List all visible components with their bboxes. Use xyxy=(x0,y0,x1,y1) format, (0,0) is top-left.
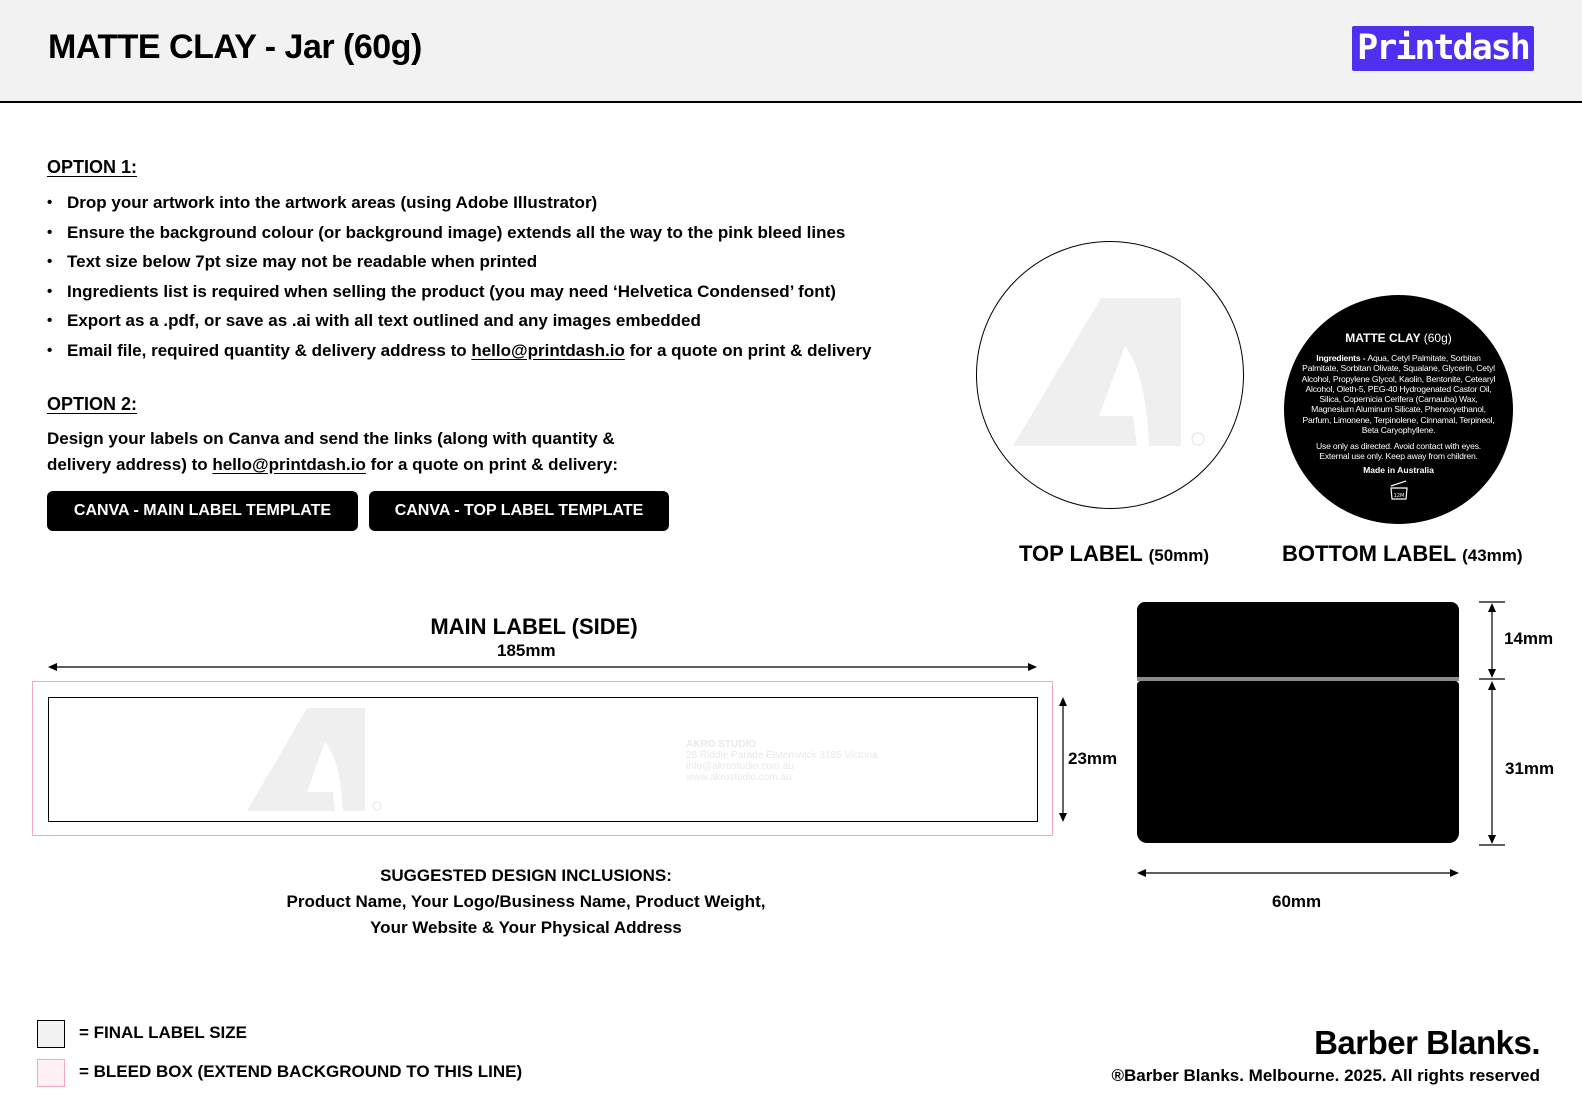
option2-text-before: Design your labels on Canva and send the links (along with quantity & delivery address) to xyxy=(47,429,615,474)
canva-main-template-button[interactable]: CANVA - MAIN LABEL TEMPLATE xyxy=(47,491,358,531)
jar-body-height: 31mm xyxy=(1505,759,1555,778)
top-label-title: TOP LABEL xyxy=(1019,541,1143,566)
page-title: MATTE CLAY - Jar (60g) xyxy=(48,28,422,66)
instruction-item: • Text size below 7pt size may not be readable when printed xyxy=(47,247,947,277)
email-text-after: for a quote on print & delivery xyxy=(624,340,872,360)
bleed-box-swatch xyxy=(37,1059,65,1087)
bottom-label-warning: Use only as directed. Avoid contact with eyes. External use only. Keep away from children. xyxy=(1316,441,1481,462)
ingredients-list: Aqua, Cetyl Palmitate, Sorbitan Palmitate, Sorbitan Olivate, Squalane, Glycerin, Cetyl Alcohol, Propylene Glycol, Kaolin, Bentonite, Cetearyl Alcohol, Oleth-5, PEG-40 Hydrogenated Castor Oil, Silica, Copernicia Cerifera (Carnauba) Wax, Magnesium Aluminum Silicate, Phenoxyethanol, Parfum, Limonene, Terpinolene, Cinnamal, Terpineol, Beta Caryophyllene. xyxy=(1301,353,1496,436)
instruction-item: • Ensure the background colour (or background image) extends all the way to the pink bleed lines xyxy=(47,218,947,248)
bottom-label-weight: (60g) xyxy=(1423,331,1452,345)
jar-lid-height: 14mm xyxy=(1504,629,1554,648)
sample-website: www.akrostudio.com.au xyxy=(686,772,792,783)
bottom-label-size: (43mm) xyxy=(1462,546,1523,565)
instruction-item: • Ingredients list is required when selling the product (you may need ‘Helvetica Condensed’ font) xyxy=(47,277,947,307)
footer-brand: Barber Blanks. xyxy=(1314,1024,1540,1061)
top-label-size: (50mm) xyxy=(1148,546,1210,565)
email-text-before: Email file, required quantity & delivery address to xyxy=(67,340,472,360)
inclusions-line: Product Name, Your Logo/Business Name, Product Weight, xyxy=(286,892,766,911)
footer-copyright: ®Barber Blanks. Melbourne. 2025. All rights reserved xyxy=(1111,1066,1540,1085)
bottom-label-origin: Made in Australia xyxy=(1363,465,1434,475)
inclusions-line: Your Website & Your Physical Address xyxy=(370,918,682,937)
option1-heading: OPTION 1: xyxy=(47,157,138,177)
email-link[interactable]: hello@printdash.io xyxy=(471,340,625,360)
option2-heading: OPTION 2: xyxy=(47,394,138,414)
sample-business-name: AKRO STUDIO xyxy=(686,739,756,750)
email-link[interactable]: hello@printdash.io xyxy=(212,455,366,474)
jar-width: 60mm xyxy=(1272,892,1322,911)
legend-final-size: = FINAL LABEL SIZE xyxy=(79,1023,247,1042)
canva-top-template-button[interactable]: CANVA - TOP LABEL TEMPLATE xyxy=(369,491,669,531)
bottom-label-product-name: MATTE CLAY xyxy=(1345,331,1421,345)
main-label-height: 23mm xyxy=(1068,749,1118,768)
sample-email: info@akrostudio.com.au xyxy=(686,761,794,772)
main-label-title: MAIN LABEL (SIDE) xyxy=(430,614,638,639)
ingredients-heading: Ingredients - xyxy=(1316,353,1368,363)
instruction-item: • Export as a .pdf, or save as .ai with all text outlined and any images embedded xyxy=(47,306,947,336)
printdash-logo[interactable]: Printdash xyxy=(1352,26,1534,71)
inclusions-heading: SUGGESTED DESIGN INCLUSIONS: xyxy=(380,866,672,885)
instruction-item: • Drop your artwork into the artwork areas (using Adobe Illustrator) xyxy=(47,188,947,218)
legend-bleed-box: = BLEED BOX (EXTEND BACKGROUND TO THIS LINE) xyxy=(79,1062,523,1081)
option2-text-after: for a quote on print & delivery: xyxy=(365,455,619,474)
main-label-width: 185mm xyxy=(497,641,556,660)
bottom-label-title: BOTTOM LABEL xyxy=(1282,541,1456,566)
sample-address: 28 Riddle Parade Elsternwick 3185 Victoria xyxy=(686,750,878,761)
final-size-swatch xyxy=(37,1020,65,1048)
pao-text: 12M xyxy=(1393,493,1405,499)
